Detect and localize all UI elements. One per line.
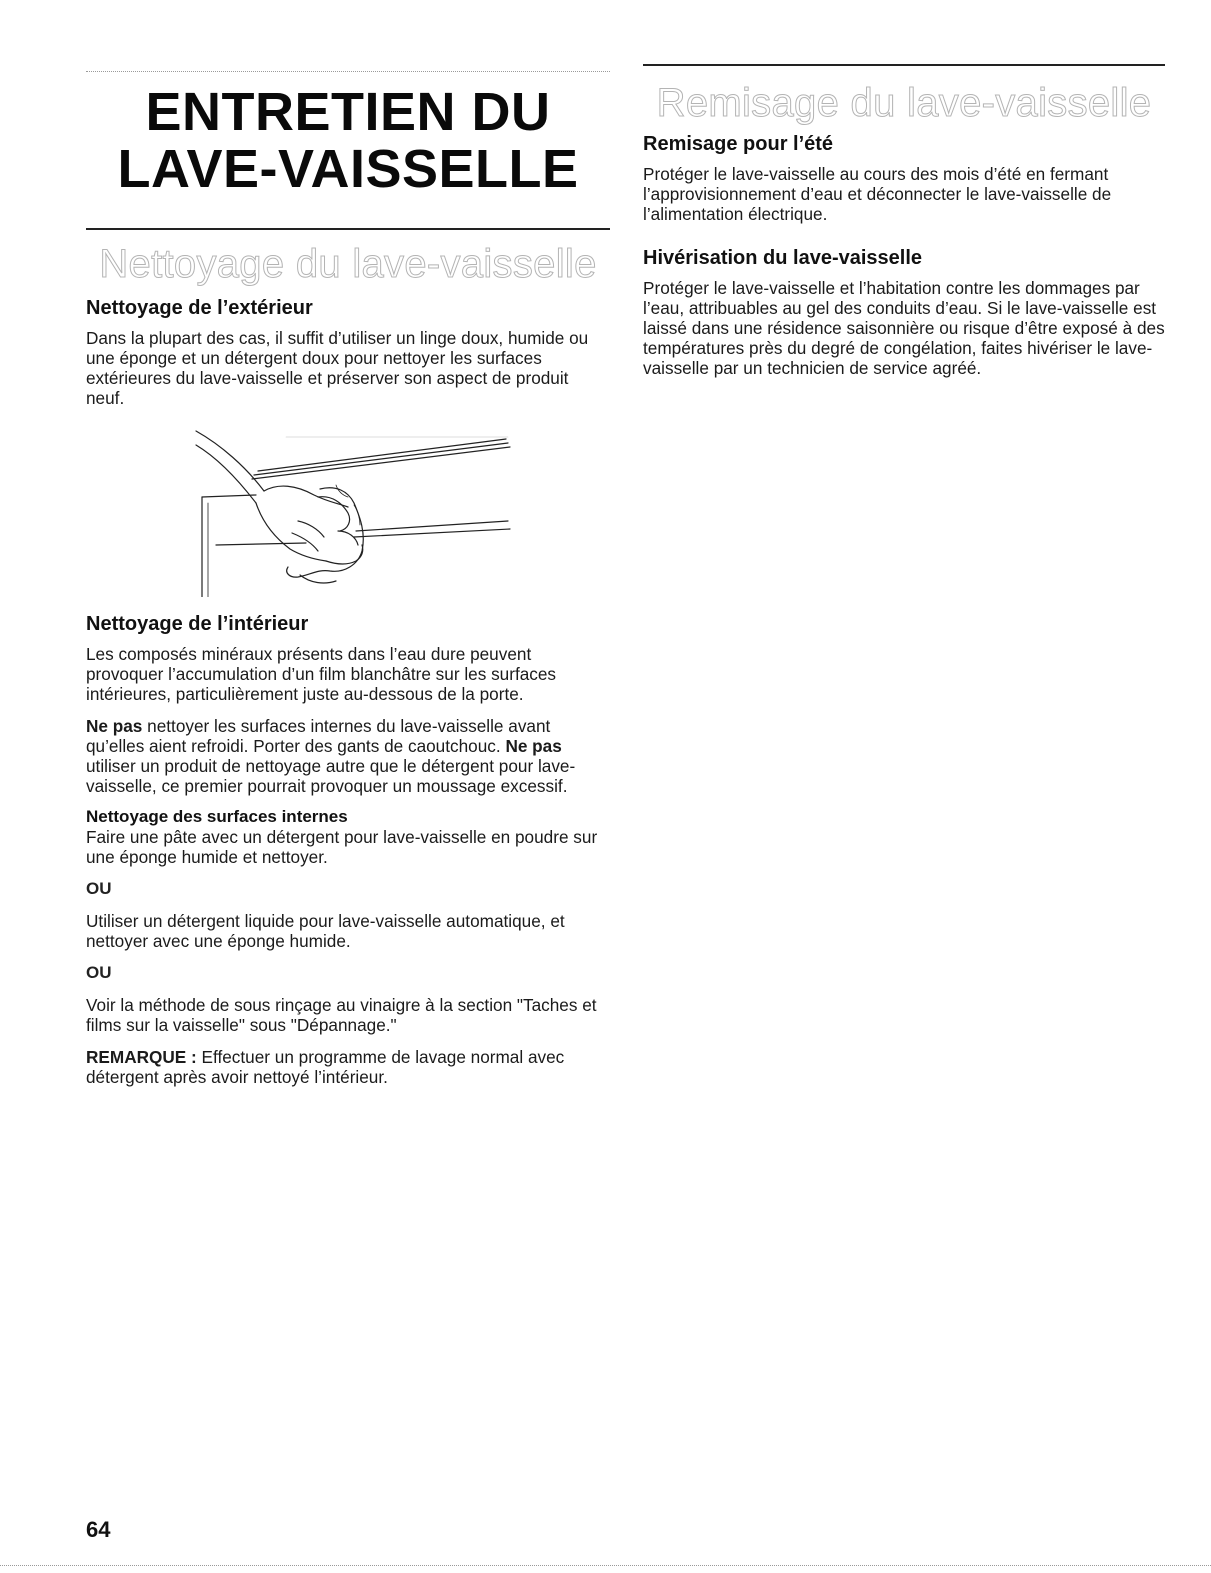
winterizing-body: Protéger le lave-vaisselle et l’habitation contre les dommages par l’eau, attribuables au gel des conduits d’eau. Si le lave-vaisselle est laissé dans une résidence saisonnière ou risque d’être exposé à des températures près du degré de congélation, faites hivériser le lave-vaisselle par un technicien de service agréé. xyxy=(643,278,1165,378)
heading-winterizing: Hivérisation du lave-vaisselle xyxy=(643,247,923,269)
exterior-body: Dans la plupart des cas, il suffit d’utiliser un linge doux, humide ou une éponge et un détergent doux pour nettoyer les surfaces extérieures du lave-vaisselle et préserver son aspect de produit neuf. xyxy=(86,328,589,408)
heading-exterior: Nettoyage de l’extérieur xyxy=(86,297,313,319)
page-number: 64 xyxy=(86,1517,111,1542)
subheading-internal-surfaces: Nettoyage des surfaces internes xyxy=(86,807,348,826)
section-title-cleaning: Nettoyage du lave-vaisselle xyxy=(99,242,597,286)
section-title-storage: Remisage du lave-vaisselle xyxy=(656,81,1152,125)
hand-wiping-illustration xyxy=(86,425,610,597)
alternative-2: Voir la méthode de sous rinçage au vinaigre à la section "Taches et films sur la vaisselle" sous "Dépannage." xyxy=(86,995,597,1035)
note xyxy=(86,1047,610,1087)
or-separator-2: OU xyxy=(86,963,112,982)
title-divider xyxy=(86,228,610,230)
bottom-dotted-rule xyxy=(0,1565,1211,1566)
left-column xyxy=(86,78,610,1087)
right-column xyxy=(643,64,1165,378)
alternative-1: Utiliser un détergent liquide pour lave-vaisselle automatique, et nettoyer avec une éponge humide. xyxy=(86,911,565,951)
warning-bold-2: Ne pas xyxy=(505,736,562,756)
page-title-line2: LAVE-VAISSELLE xyxy=(117,139,579,199)
heading-interior: Nettoyage de l’intérieur xyxy=(86,613,309,635)
summer-storage-body: Protéger le lave-vaisselle au cours des mois d’été en fermant l’approvisionnement d’eau et déconnecter le lave-vaisselle de l’alimentation électrique. xyxy=(643,164,1112,224)
page-title xyxy=(86,78,610,198)
heading-summer-storage: Remisage pour l’été xyxy=(643,133,834,155)
interior-intro: Les composés minéraux présents dans l’eau dure peuvent provoquer l’accumulation d’un film blanchâtre sur les surfaces intérieures, particulièrement juste au-dessous de la porte. xyxy=(86,644,557,704)
top-dotted-rule xyxy=(86,71,610,72)
internal-surfaces-body: Faire une pâte avec un détergent pour lave-vaisselle en poudre sur une éponge humide et nettoyer. xyxy=(86,827,598,867)
note-text: Effectuer un programme de lavage normal avec détergent après avoir nettoyé l’intérieur. xyxy=(86,1047,565,1087)
warning-text-1: nettoyer les surfaces internes du lave-vaisselle avant qu’elles aient refroidi. Porter des gants de caoutchouc. xyxy=(86,716,551,756)
warning-text-2: utiliser un produit de nettoyage autre que le détergent pour lave-vaisselle, ce premier pourrait provoquer un moussage excessif. xyxy=(86,756,576,796)
interior-warning xyxy=(86,716,610,796)
or-separator-1: OU xyxy=(86,879,112,898)
warning-bold-1: Ne pas xyxy=(86,716,143,736)
note-label: REMARQUE : xyxy=(86,1047,197,1067)
right-top-divider xyxy=(643,64,1165,66)
wipe-door-illustration xyxy=(86,425,610,597)
page-title-line1: ENTRETIEN DU xyxy=(145,82,551,142)
